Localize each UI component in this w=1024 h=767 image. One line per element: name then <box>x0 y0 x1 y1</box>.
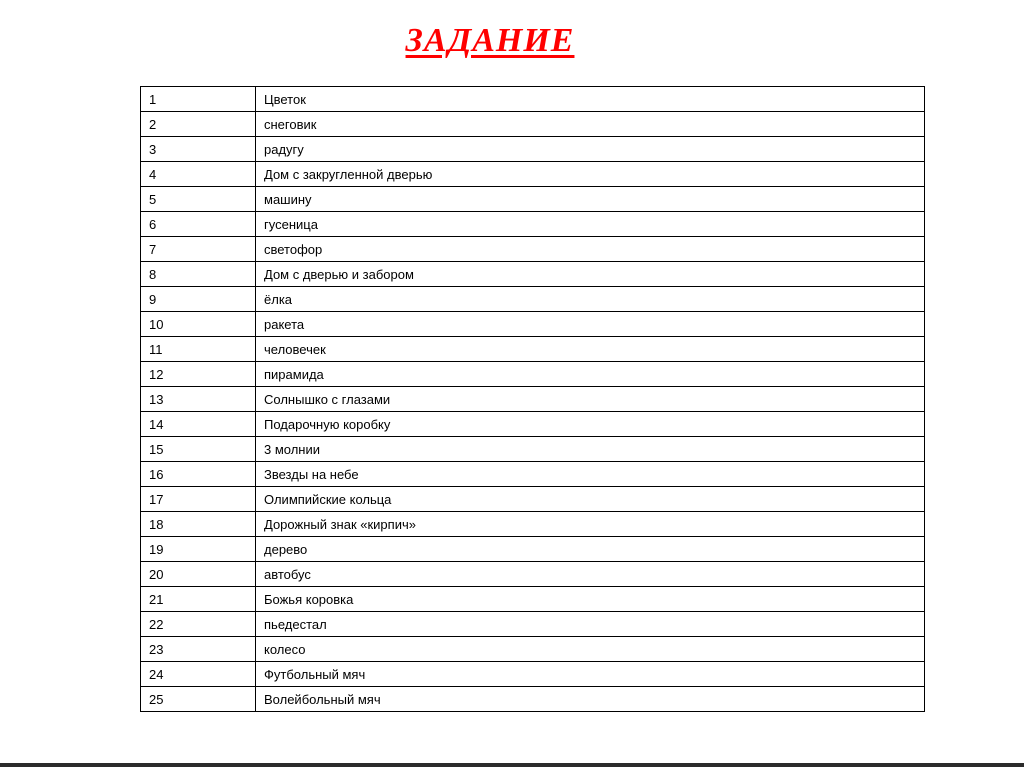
row-number: 25 <box>141 687 256 712</box>
table-row <box>141 562 925 587</box>
bottom-bar <box>0 763 1024 767</box>
row-number: 3 <box>141 137 256 162</box>
row-task: автобус <box>256 562 925 587</box>
row-task: пьедестал <box>256 612 925 637</box>
row-task: человечек <box>256 337 925 362</box>
row-number: 8 <box>141 262 256 287</box>
row-number: 24 <box>141 662 256 687</box>
row-task: Цветок <box>256 87 925 112</box>
table-row <box>141 362 925 387</box>
row-task: колесо <box>256 637 925 662</box>
row-number: 19 <box>141 537 256 562</box>
row-number: 9 <box>141 287 256 312</box>
table-row <box>141 437 925 462</box>
row-task: пирамида <box>256 362 925 387</box>
row-task: снеговик <box>256 112 925 137</box>
row-task: машину <box>256 187 925 212</box>
table-row <box>141 412 925 437</box>
table-row <box>141 662 925 687</box>
table-row <box>141 187 925 212</box>
table-row <box>141 337 925 362</box>
table-row <box>141 162 925 187</box>
row-task: Волейбольный мяч <box>256 687 925 712</box>
row-number: 22 <box>141 612 256 637</box>
row-number: 23 <box>141 637 256 662</box>
row-number: 11 <box>141 337 256 362</box>
table-row <box>141 137 925 162</box>
row-number: 15 <box>141 437 256 462</box>
row-task: ракета <box>256 312 925 337</box>
table-row <box>141 537 925 562</box>
table-row <box>141 687 925 712</box>
row-task: гусеница <box>256 212 925 237</box>
row-task: дерево <box>256 537 925 562</box>
table-row <box>141 262 925 287</box>
row-number: 14 <box>141 412 256 437</box>
row-number: 13 <box>141 387 256 412</box>
row-task: Олимпийские кольца <box>256 487 925 512</box>
row-number: 1 <box>141 87 256 112</box>
task-table <box>140 86 925 712</box>
row-task: Звезды на небе <box>256 462 925 487</box>
row-number: 21 <box>141 587 256 612</box>
table-row <box>141 512 925 537</box>
table-row <box>141 462 925 487</box>
row-task: Божья коровка <box>256 587 925 612</box>
row-number: 18 <box>141 512 256 537</box>
row-task: Дом с закругленной дверью <box>256 162 925 187</box>
row-number: 4 <box>141 162 256 187</box>
row-number: 7 <box>141 237 256 262</box>
row-task: Футбольный мяч <box>256 662 925 687</box>
row-task: Дорожный знак «кирпич» <box>256 512 925 537</box>
row-task: радугу <box>256 137 925 162</box>
row-task: ёлка <box>256 287 925 312</box>
table-row <box>141 387 925 412</box>
row-task: 3 молнии <box>256 437 925 462</box>
page-title: ЗАДАНИЕ <box>405 22 575 59</box>
table-row <box>141 637 925 662</box>
table-row <box>141 612 925 637</box>
row-task: Подарочную коробку <box>256 412 925 437</box>
row-number: 5 <box>141 187 256 212</box>
row-number: 10 <box>141 312 256 337</box>
row-number: 6 <box>141 212 256 237</box>
table-row <box>141 312 925 337</box>
row-number: 2 <box>141 112 256 137</box>
table-row <box>141 287 925 312</box>
table-row <box>141 112 925 137</box>
table-row <box>141 487 925 512</box>
row-task: Дом с дверью и забором <box>256 262 925 287</box>
row-task: светофор <box>256 237 925 262</box>
row-number: 20 <box>141 562 256 587</box>
table-row <box>141 87 925 112</box>
row-number: 17 <box>141 487 256 512</box>
table-row <box>141 212 925 237</box>
table-row <box>141 587 925 612</box>
row-task: Солнышко с глазами <box>256 387 925 412</box>
row-number: 16 <box>141 462 256 487</box>
row-number: 12 <box>141 362 256 387</box>
table-row <box>141 237 925 262</box>
